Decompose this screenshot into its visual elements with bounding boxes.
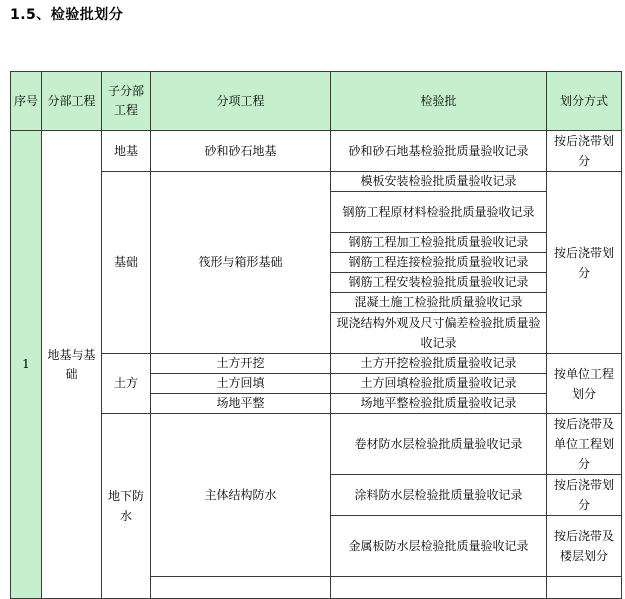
item-cell: 土方开挖 bbox=[151, 354, 331, 374]
batch-cell: 钢筋工程加工检验批质量验收记录 bbox=[331, 233, 547, 253]
header-batch: 检验批 bbox=[331, 72, 547, 131]
batch-cell: 卷材防水层检验批质量验收记录 bbox=[331, 414, 547, 475]
item-cell bbox=[151, 577, 331, 599]
batch-cell: 模板安装检验批质量验收记录 bbox=[331, 172, 547, 192]
header-seq: 序号 bbox=[11, 72, 42, 131]
item-cell: 砂和砂石地基 bbox=[151, 131, 331, 172]
division-seq: 1 bbox=[11, 131, 42, 599]
batch-cell: 涂料防水层检验批质量验收记录 bbox=[331, 475, 547, 516]
batch-cell: 土方回填检验批质量验收记录 bbox=[331, 374, 547, 394]
batch-cell: 钢筋工程安装检验批质量验收记录 bbox=[331, 273, 547, 293]
batch-cell: 混凝土施工检验批质量验收记录 bbox=[331, 293, 547, 313]
batch-cell: 金属板防水层检验批质量验收记录 bbox=[331, 516, 547, 577]
batch-cell: 钢筋工程原材料检验批质量验收记录 bbox=[331, 192, 547, 233]
method-cell: 按后浇带及楼层划分 bbox=[547, 516, 622, 577]
table-row bbox=[11, 354, 622, 374]
batch-cell: 砂和砂石地基检验批质量验收记录 bbox=[331, 131, 547, 172]
batch-cell: 土方开挖检验批质量验收记录 bbox=[331, 354, 547, 374]
method-cell bbox=[547, 577, 622, 599]
table-row bbox=[11, 414, 622, 475]
inspection-batch-table bbox=[10, 71, 622, 599]
header-row bbox=[11, 72, 622, 131]
header-division: 分部工程 bbox=[42, 72, 102, 131]
header-item: 分项工程 bbox=[151, 72, 331, 131]
batch-cell: 场地平整检验批质量验收记录 bbox=[331, 394, 547, 414]
method-cell: 按后浇带划分 bbox=[547, 131, 622, 172]
batch-cell: 钢筋工程连接检验批质量验收记录 bbox=[331, 253, 547, 273]
section-title: 1.5、检验批划分 bbox=[10, 7, 124, 23]
table-row bbox=[11, 131, 622, 172]
batch-cell bbox=[331, 577, 547, 599]
subdivision-cell: 地下防水 bbox=[102, 414, 151, 599]
item-cell: 筏形与箱形基础 bbox=[151, 172, 331, 354]
batch-cell: 现浇结构外观及尺寸偏差检验批质量验收记录 bbox=[331, 313, 547, 354]
method-cell: 按单位工程划分 bbox=[547, 354, 622, 414]
header-subdivision: 子分部工程 bbox=[102, 72, 151, 131]
subdivision-cell: 地基 bbox=[102, 131, 151, 172]
item-cell: 主体结构防水 bbox=[151, 414, 331, 577]
method-cell: 按后浇带及单位工程划分 bbox=[547, 414, 622, 475]
method-cell: 按后浇带划分 bbox=[547, 475, 622, 516]
subdivision-cell: 土方 bbox=[102, 354, 151, 414]
subdivision-cell: 基础 bbox=[102, 172, 151, 354]
division-name: 地基与基础 bbox=[42, 131, 102, 599]
method-cell: 按后浇带划分 bbox=[547, 172, 622, 354]
header-method: 划分方式 bbox=[547, 72, 622, 131]
item-cell: 场地平整 bbox=[151, 394, 331, 414]
item-cell: 土方回填 bbox=[151, 374, 331, 394]
table-row bbox=[11, 172, 622, 192]
